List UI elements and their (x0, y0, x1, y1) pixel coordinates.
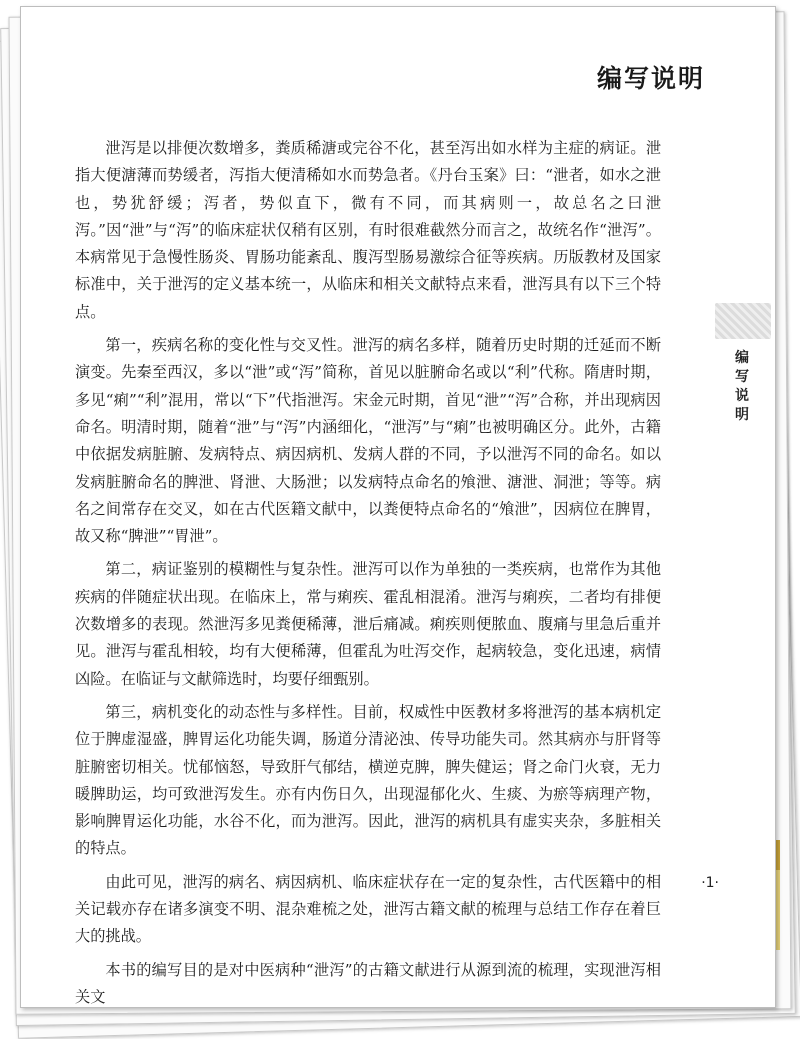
chapter-tab-pattern (715, 303, 771, 339)
page-title: 编写说明 (596, 64, 705, 93)
paragraph: 第一，疾病名称的变化性与交叉性。泄泻的病名多样，随着历史时期的迁延而不断演变。先秦至西汉，多以“泄”或“泻”简称，首见以脏腑命名或以“利”代称。隋唐时期，多见“痢”“利”混用，常以“下”代指泄泻。宋金元时期，首见“泄”“泻”合称，并出现病因命名。明清时期，随着“泄”与“泻”内涵细化，“泄泻”与“痢”也被明确区分。此外，古籍中依据发病脏腑、发病特点、病因病机、发病人群的不同，予以泄泻不同的命名。如以发病脏腑命名的脾泄、肾泄、大肠泄；以发病特点命名的飧泄、溏泄、洞泄；等等。病名之间常存在交叉，如在古代医籍文献中，以粪便特点命名的“飧泄”，因病位在脾胃，故又称“脾泄”“胃泄”。 (75, 336, 661, 546)
paragraph: 由此可见，泄泻的病名、病因病机、临床症状存在一定的复杂性，古代医籍中的相关记载亦存在诸多演变不明、混杂难梳之处，泄泻古籍文献的梳理与总结工作存在着巨大的挑战。 (75, 872, 661, 946)
paragraph: 泄泻是以排便次数增多，粪质稀溏或完谷不化，甚至泻出如水样为主症的病证。泄指大便溏薄而势缓者，泻指大便清稀如水而势急者。《丹台玉案》曰：“泄者，如水之泄也，势犹舒缓；泻者，势似直下，微有不同，而其病则一，故总名之曰泄泻。”因“泄”与“泻”的临床症状仅稍有区别，有时很难截然分而言之，故统名作“泄泻”。本病常见于急慢性肠炎、胃肠功能紊乱、腹泻型肠易激综合征等疾病。历版教材及国家标准中，关于泄泻的定义基本统一，从临床和相关文献特点来看，泄泻具有以下三个特点。 (75, 139, 661, 321)
page-number: ·1· (701, 875, 719, 891)
paragraph: 第三，病机变化的动态性与多样性。目前，权威性中医教材多将泄泻的基本病机定位于脾虚湿盛，脾胃运化功能失调，肠道分清泌浊、传导功能失司。然其病亦与肝肾等脏腑密切相关。忧郁恼怒，导致肝气郁结，横逆克脾，脾失健运；肾之命门火衰，无力暖脾助运，均可致泄泻发生。亦有内伤日久，出现湿郁化火、生痰、为瘀等病理产物，影响脾胃运化功能，水谷不化，而为泄泻。因此，泄泻的病机具有虚实夹杂，多脏相关的特点。 (75, 702, 661, 858)
paragraph: 第二，病证鉴别的模糊性与复杂性。泄泻可以作为单独的一类疾病，也常作为其他疾病的伴随症状出现。在临床上，常与痢疾、霍乱相混淆。泄泻与痢疾，二者均有排便次数增多的表现。然泄泻多见粪便稀薄，泄后痛减。痢疾则便脓血、腹痛与里急后重并见。泄泻与霍乱相较，均有大便稀薄，但霍乱为吐泻交作，起病较急，变化迅速，病情凶险。在临证与文献筛选时，均要仔细甄别。 (75, 560, 661, 688)
chapter-side-label: 编写说明 (735, 350, 749, 423)
document-page (20, 6, 776, 1008)
body-text (75, 135, 661, 1008)
paragraph: 本书的编写目的是对中医病种“泄泻”的古籍文献进行从源到流的梳理，实现泄泻相关文 (75, 960, 661, 1006)
